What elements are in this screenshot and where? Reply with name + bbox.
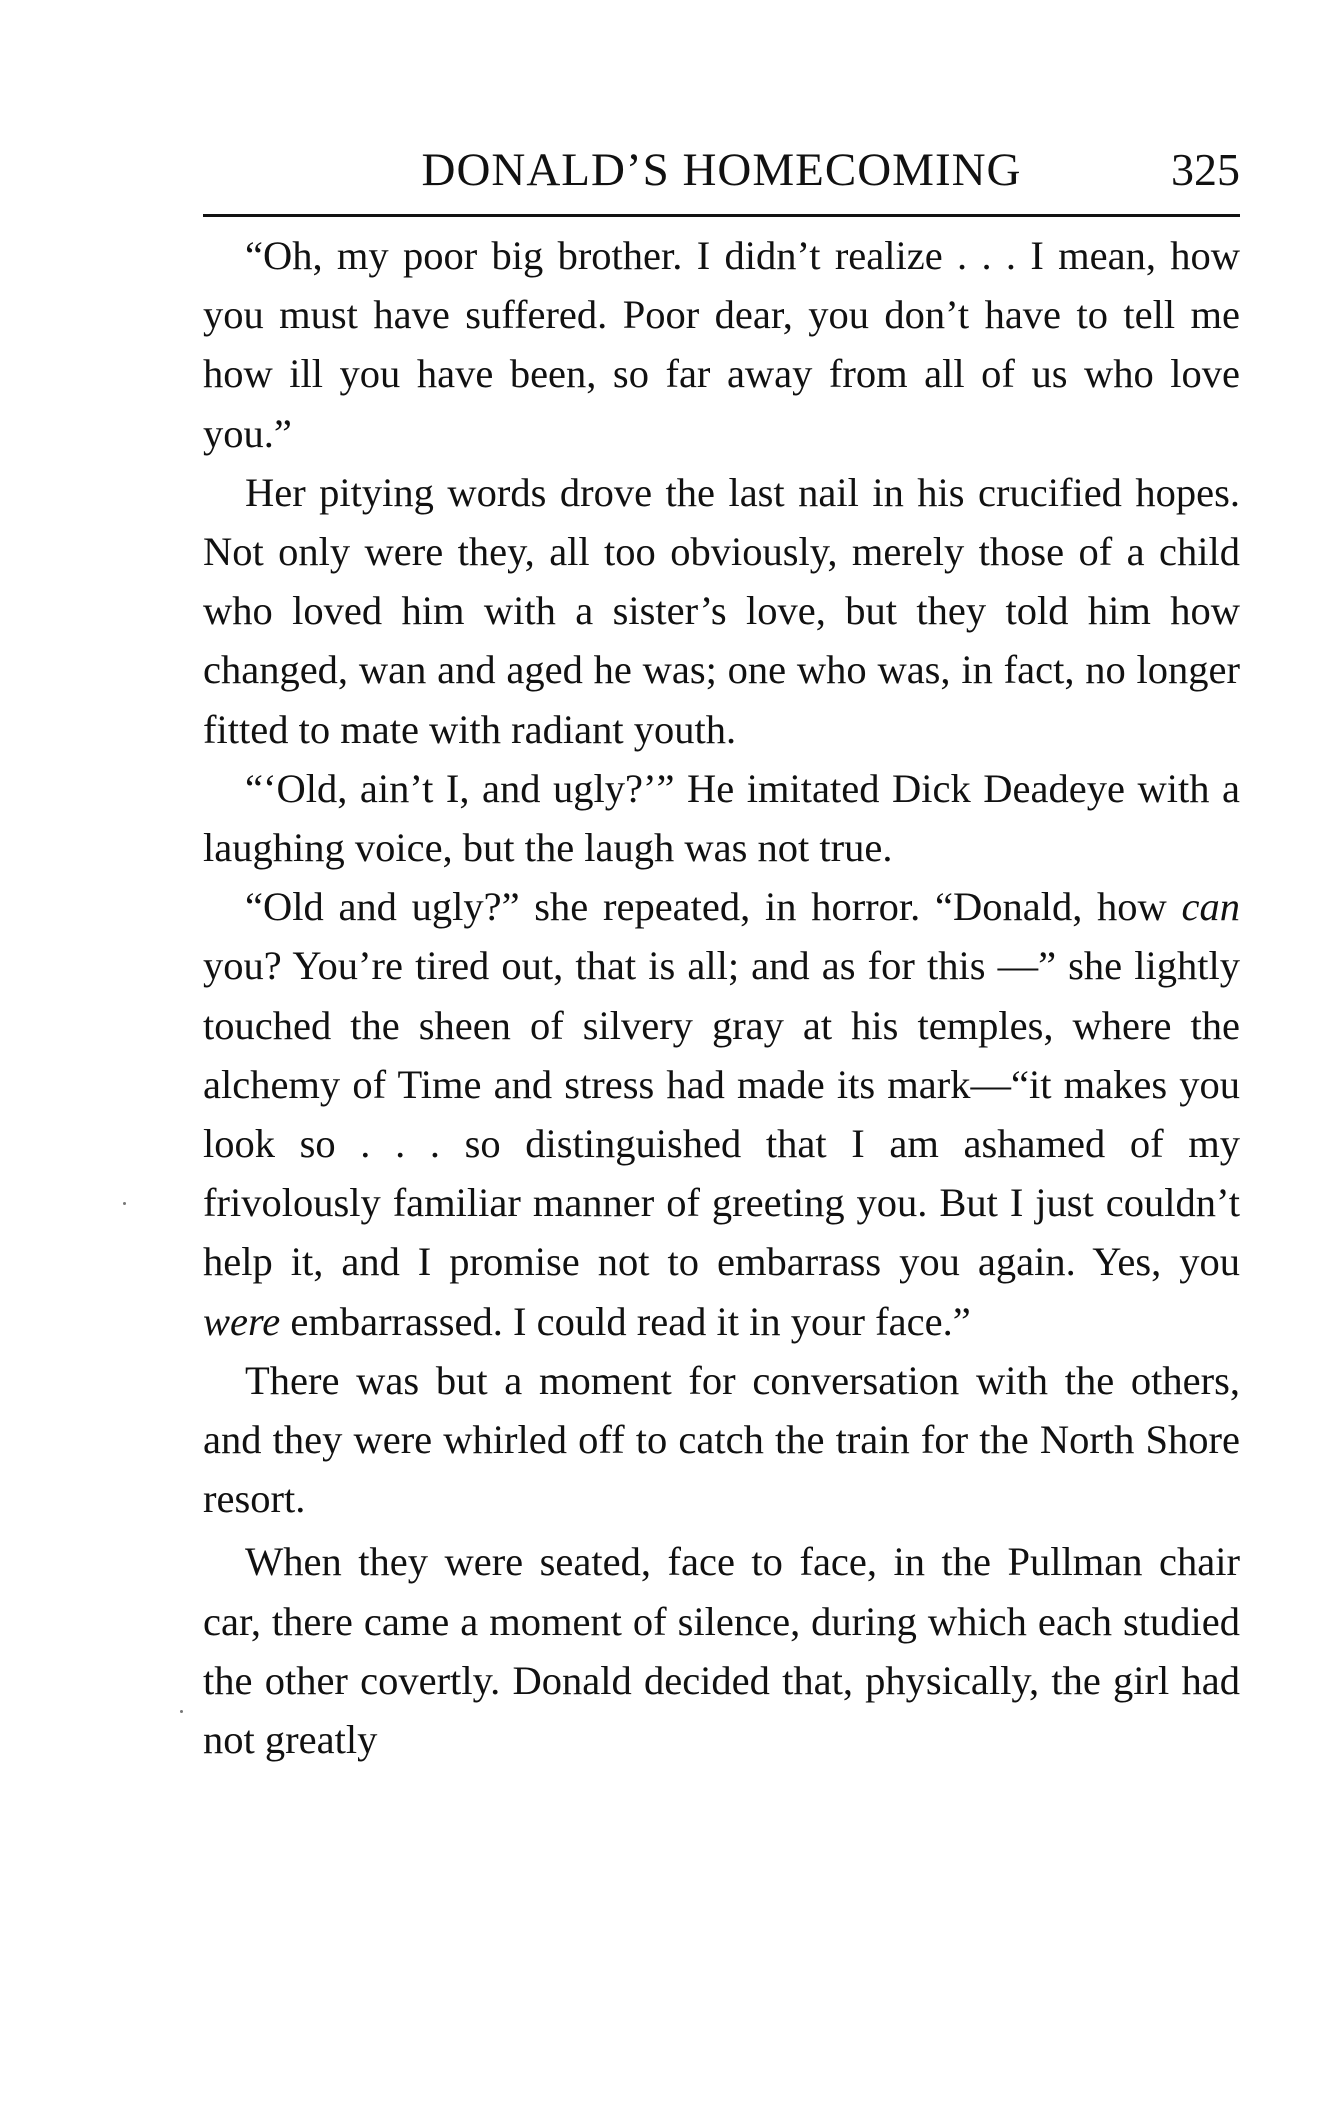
emphasis: can xyxy=(1181,884,1240,930)
running-head xyxy=(203,140,1240,200)
paragraph xyxy=(203,877,1240,1351)
paragraph: When they were seated, face to face, in the Pullman chair car, there came a moment of silence, during which each studied the other covertly. Donald decided that, physically, the girl had not greatly xyxy=(203,1539,1240,1763)
paper-speck xyxy=(123,1202,126,1205)
paragraph: “‘Old, ain’t I, and ugly?’” He imitated Dick Deadeye with a laughing voice, but the laugh was not true. xyxy=(203,765,1240,871)
paragraph: “Oh, my poor big brother. I didn’t realize . . . I mean, how you must have suffered. Poor dear, you don’t have to tell me how ill you have been, so far away from all of us who love you.” xyxy=(203,233,1240,456)
body-text xyxy=(203,226,1240,1769)
paragraph-text: embarrassed. I could read it in your face.” xyxy=(280,1298,971,1344)
paragraph: Her pitying words drove the last nail in his crucified hopes. Not only were they, all too obviously, merely those of a child who loved him with a sister’s love, but they told him how changed, wan and aged he was; one who was, in fact, no longer fitted to mate with radiant youth. xyxy=(203,469,1240,752)
paragraph-text: you? You’re tired out, that is all; and as for this —” she lightly touched the sheen of silvery gray at his temples, where the alchemy of Time and stress had made its mark—“it makes you look so . . . so distinguished that I am ashamed of my frivolously familiar manner of greeting you. But I just couldn’t help it, and I promise not to embarrass you again. Yes, you xyxy=(203,943,1240,1285)
paragraph: There was but a moment for conversation with the others, and they were whirled off to catch the train for the North Shore resort. xyxy=(203,1357,1240,1522)
header-rule xyxy=(203,214,1240,217)
emphasis: were xyxy=(203,1298,281,1344)
running-title: DONALD’S HOMECOMING xyxy=(421,144,1022,196)
page-number: 325 xyxy=(1171,144,1240,195)
paragraph-text: “Old and ugly?” she repeated, in horror. “Donald, how xyxy=(245,884,1182,930)
paper-speck xyxy=(180,1710,183,1713)
